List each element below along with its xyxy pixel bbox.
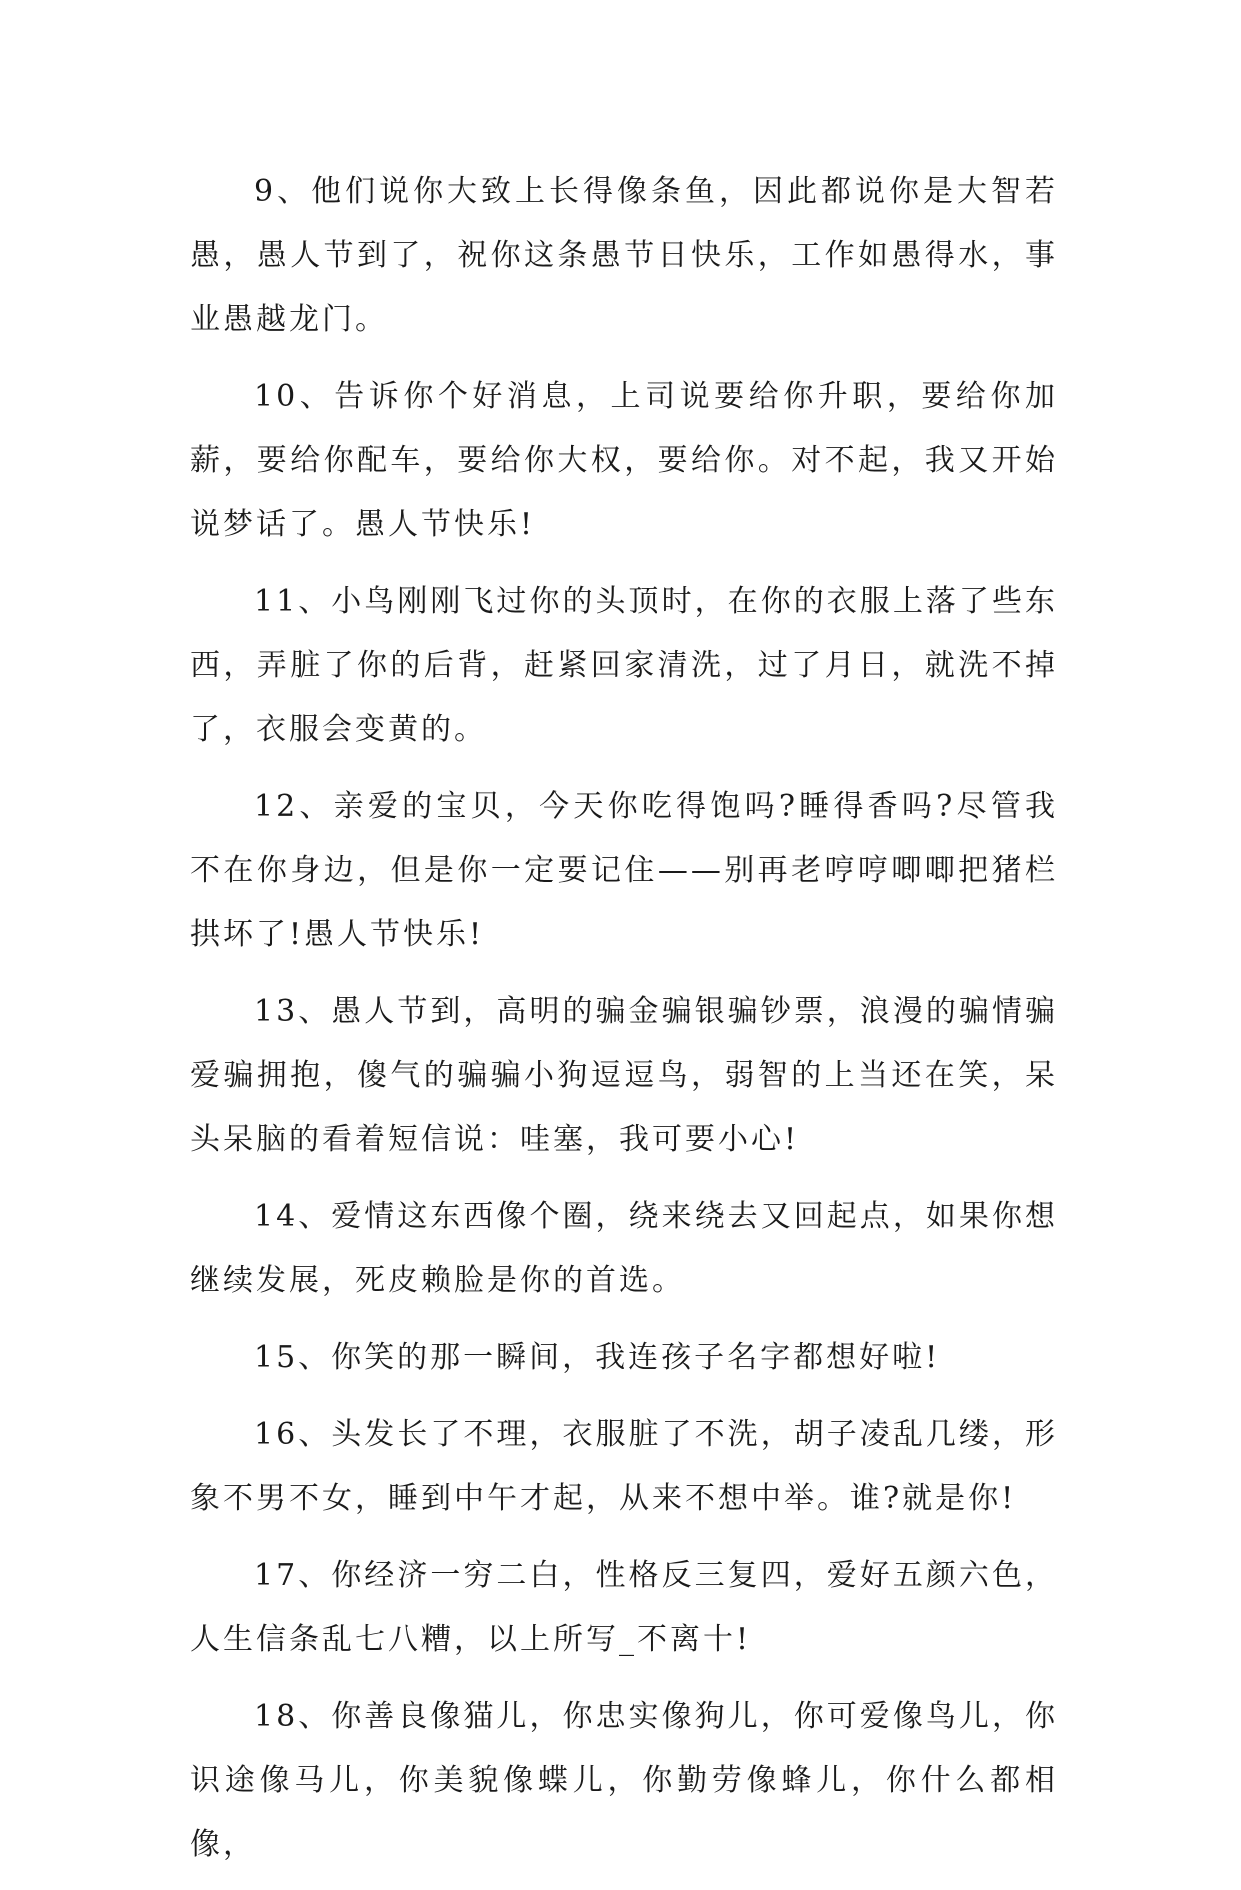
paragraph-18: 18、你善良像猫儿，你忠实像狗儿，你可爱像鸟儿，你识途像马儿，你美貌像蝶儿，你勤劳像蜂儿，你什么都相像， bbox=[190, 1699, 1058, 1862]
document-body bbox=[190, 160, 1058, 1890]
paragraph-12: 12、亲爱的宝贝，今天你吃得饱吗?睡得香吗?尽管我不在你身边，但是你一定要记住——别再老哼哼唧唧把猪栏拱坏了!愚人节快乐! bbox=[190, 789, 1058, 952]
paragraph-16: 16、头发长了不理，衣服脏了不洗，胡子凌乱几缕，形象不男不女，睡到中午才起，从来不想中举。谁?就是你! bbox=[190, 1417, 1058, 1516]
paragraph-9: 9、他们说你大致上长得像条鱼，因此都说你是大智若愚，愚人节到了，祝你这条愚节日快乐，工作如愚得水，事业愚越龙门。 bbox=[190, 174, 1058, 337]
paragraph-13: 13、愚人节到，高明的骗金骗银骗钞票，浪漫的骗情骗爱骗拥抱，傻气的骗骗小狗逗逗鸟，弱智的上当还在笑，呆头呆脑的看着短信说：哇塞，我可要小心! bbox=[190, 994, 1058, 1157]
paragraph-14: 14、爱情这东西像个圈，绕来绕去又回起点，如果你想继续发展，死皮赖脸是你的首选。 bbox=[190, 1199, 1058, 1298]
paragraph-10: 10、告诉你个好消息，上司说要给你升职，要给你加薪，要给你配车，要给你大权，要给你。对不起，我又开始说梦话了。愚人节快乐! bbox=[190, 379, 1058, 542]
paragraph-17: 17、你经济一穷二白，性格反三复四，爱好五颜六色，人生信条乱七八糟，以上所写_不离十! bbox=[190, 1558, 1058, 1657]
paragraph-15: 15、你笑的那一瞬间，我连孩子名字都想好啦! bbox=[254, 1340, 941, 1375]
paragraph-11: 11、小鸟刚刚飞过你的头顶时，在你的衣服上落了些东西，弄脏了你的后背，赶紧回家清洗，过了月日，就洗不掉了，衣服会变黄的。 bbox=[190, 584, 1058, 747]
